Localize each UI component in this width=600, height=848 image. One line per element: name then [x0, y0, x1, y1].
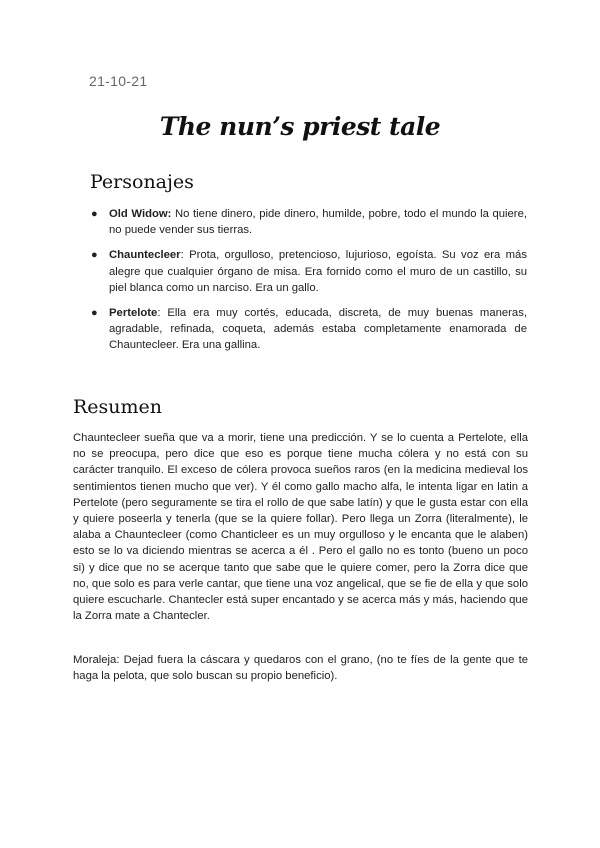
character-name: Pertelote	[109, 307, 158, 320]
summary-heading: Resumen	[73, 396, 163, 418]
characters-list	[90, 206, 527, 363]
character-description: No tiene dinero, pide dinero, humilde, pobre, todo el mundo la quiere, no puede vender sus tierras.	[109, 208, 527, 237]
summary-paragraph: Chauntecleer sueña que va a morir, tiene una predicción. Y se lo cuenta a Pertelote, ella no se preocupa, pero dice que eso es porque tiene mucha cólera y no está con su carácter tranquilo. El exceso de cólera provoca sueños raros (en la medicina medieval los sentimientos tienen mucho que ver). Y él como gallo macho alfa, le intenta ligar en latin a Pertelote (pero seguramente se tira el rollo de que sabe latín) y que le gusta estar con ella y quiere poseerla y tenerla (que se la quiere follar). Pero llega un Zorra (literalmente), le alaba a Chauntecleer (como Chanticleer es un muy orgulloso y le encanta que le alaben) esto se lo va diciendo mientras se acerca a él . Pero el gallo no es tonto (bueno un poco si) y dice que no se acerque tanto que sabe que le quiere comer, pero la Zorra dice que no, que solo es para verle cantar, que tiene una voz angelical, que se fie de ella y que solo quiere escucharle. Chantecler está super encantado y se acerca más y más, haciendo que la Zorra mate a Chantecler.	[73, 432, 528, 623]
bullet-icon: ●	[91, 307, 98, 320]
document-date: 21-10-21	[89, 73, 148, 89]
character-name: Old Widow:	[109, 208, 172, 220]
list-item	[90, 206, 527, 238]
bullet-icon: ●	[91, 208, 98, 220]
characters-heading: Personajes	[90, 171, 194, 193]
moral-paragraph: Moraleja: Dejad fuera la cáscara y quedaros con el grano, (no te fíes de la gente que te haga la pelota, que solo buscan su propio beneficio).	[73, 654, 528, 683]
list-item	[90, 305, 527, 354]
document-title: The nun’s priest tale	[159, 112, 441, 141]
character-description: : Prota, orgulloso, pretencioso, lujurioso, egoísta. Su voz era más alegre que cualquier órgano de misa. Era fornido como el muro de un castillo, su piel blanca como un narciso. Era un gallo.	[109, 249, 527, 294]
list-item	[90, 247, 527, 296]
character-description: : Ella era muy cortés, educada, discreta, de muy buenas maneras, agradable, refinada, coqueta, además estaba completamente enamorada de Chauntecleer. Era una gallina.	[109, 307, 527, 352]
bullet-icon: ●	[91, 249, 98, 262]
character-name: Chauntecleer	[109, 249, 181, 262]
